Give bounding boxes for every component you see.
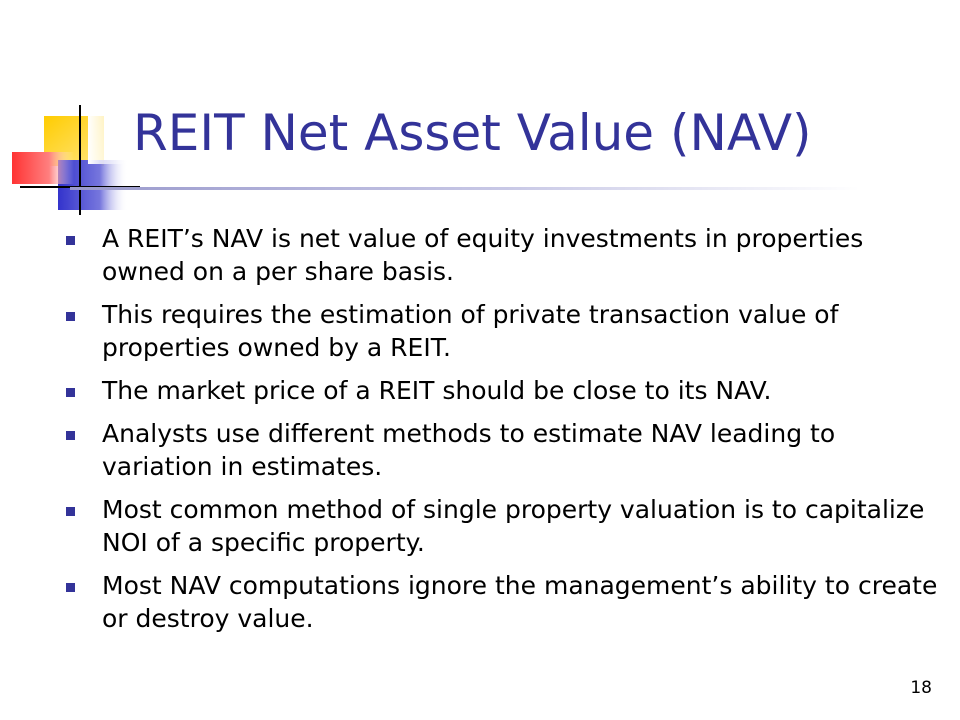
bullet-item (66, 569, 946, 635)
logo-red-bar (12, 152, 74, 184)
bullet-text: The market price of a REIT should be close to its NAV. (102, 376, 772, 405)
square-bullet-icon (66, 507, 75, 516)
square-bullet-icon (66, 312, 75, 321)
bullet-list (66, 222, 946, 645)
bullet-item (66, 374, 946, 407)
slide-title: REIT Net Asset Value (NAV) (133, 104, 812, 162)
bullet-item (66, 493, 946, 559)
bullet-text: Most NAV computations ignore the management’s ability to create or destroy value. (102, 571, 938, 633)
bullet-item (66, 417, 946, 483)
square-bullet-icon (66, 388, 75, 397)
square-bullet-icon (66, 431, 75, 440)
decorative-logo-graphic (0, 0, 140, 230)
square-bullet-icon (66, 583, 75, 592)
page-number: 18 (910, 678, 932, 698)
bullet-text: This requires the estimation of private transaction value of properties owned by a REIT. (102, 300, 839, 362)
square-bullet-icon (66, 236, 75, 245)
bullet-item (66, 222, 946, 288)
bullet-text: Most common method of single property valuation is to capitalize NOI of a specific property. (102, 495, 925, 557)
bullet-item (66, 298, 946, 364)
bullet-text: A REIT’s NAV is net value of equity investments in properties owned on a per share basis. (102, 224, 864, 286)
bullet-text: Analysts use different methods to estimate NAV leading to variation in estimates. (102, 419, 836, 481)
title-underline (70, 187, 860, 190)
